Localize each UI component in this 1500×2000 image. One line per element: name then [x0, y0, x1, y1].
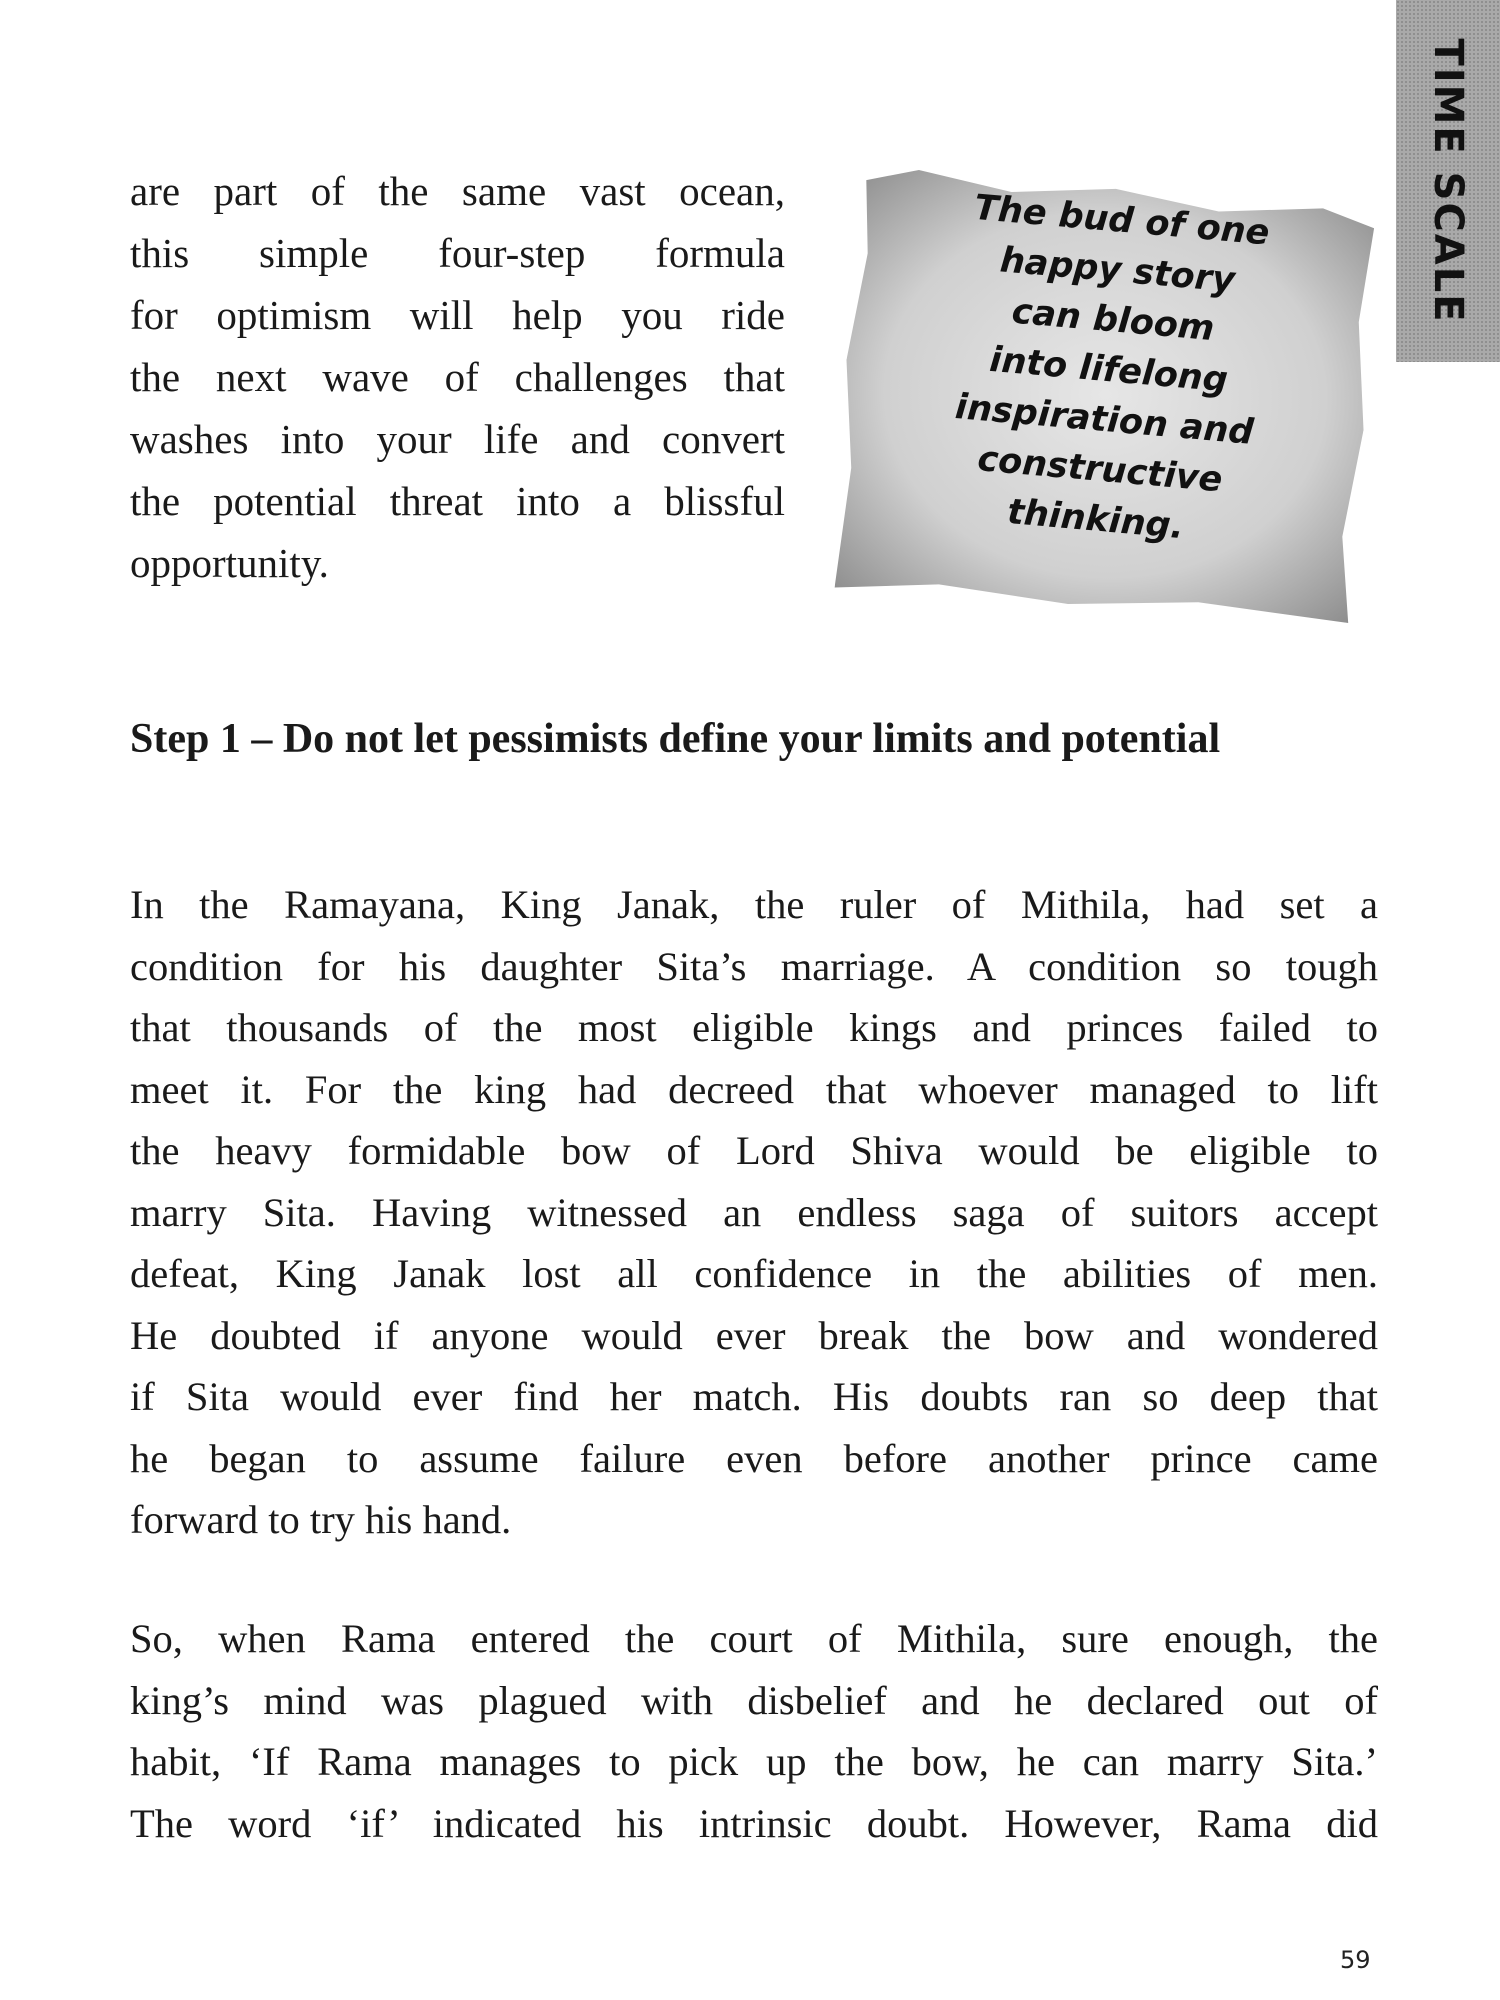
text-line: forward to try his hand. [130, 1497, 512, 1542]
text-line: condition for his daughter Sita’s marriage. A condition so tough [130, 943, 1378, 989]
section-heading: Step 1 – Do not let pessimists define your limits and potential [130, 716, 1221, 762]
text-line: if Sita would ever find her match. His doubts ran so deep that [130, 1374, 1378, 1419]
text-line: meet it. For the king had decreed that whoever managed to lift [130, 1066, 1378, 1112]
quote-note [835, 160, 1375, 630]
text-line: king’s mind was plagued with disbelief and he declared out of [130, 1677, 1378, 1723]
body-paragraph-2 [130, 1608, 1378, 1854]
quote-line: into lifelong [987, 339, 1230, 401]
text-line: that thousands of the most eligible kings and princes failed to [130, 1005, 1378, 1050]
text-line: habit, ‘If Rama manages to pick up the bow, he can marry Sita.’ [130, 1739, 1378, 1784]
text-line: marry Sita. Having witnessed an endless saga of suitors accept [130, 1189, 1378, 1235]
body-paragraph-1 [130, 874, 1378, 1551]
quote-line: inspiration and [953, 387, 1256, 453]
text-line: So, when Rama entered the court of Mithila, sure enough, the [130, 1616, 1378, 1661]
text-line: In the Ramayana, King Janak, the ruler of Mithila, had set a [130, 882, 1378, 927]
text-line: the next wave of challenges that [130, 354, 785, 400]
section-tab-label: TIME SCALE [1425, 38, 1471, 324]
quote-line: The bud of one [972, 187, 1272, 254]
text-line: the heavy formidable bow of Lord Shiva would be eligible to [130, 1128, 1378, 1173]
text-line: he began to assume failure even before another prince came [130, 1435, 1378, 1481]
text-line: The word ‘if’ indicated his intrinsic doubt. However, Rama did [130, 1800, 1378, 1846]
text-line: defeat, King Janak lost all confidence in the abilities of men. [130, 1251, 1378, 1296]
text-line: this simple four-step formula [130, 230, 785, 276]
quote-line: thinking. [1005, 491, 1186, 548]
text-line: the potential threat into a blissful [130, 478, 785, 524]
text-line: washes into your life and convert [130, 416, 785, 462]
text-line: are part of the same vast ocean, [130, 168, 785, 214]
quote-text [857, 176, 1353, 649]
quote-line: can bloom [1010, 291, 1216, 350]
intro-paragraph [130, 160, 785, 594]
quote-line: constructive [975, 439, 1224, 501]
text-line: for optimism will help you ride [130, 292, 785, 338]
text-line: He doubted if anyone would ever break the bow and wondered [130, 1312, 1378, 1358]
page-number: 59 [1340, 1946, 1371, 1974]
section-tab [1396, 0, 1500, 362]
quote-line: happy story [998, 240, 1237, 301]
text-line: opportunity. [130, 540, 329, 586]
